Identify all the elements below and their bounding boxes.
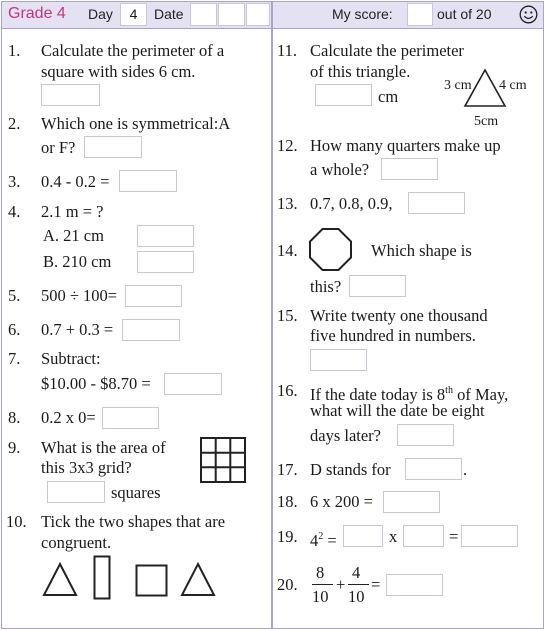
q20-numerator-2: 4 (352, 563, 361, 582)
q10-number: 10. (6, 512, 27, 531)
q5-answer-box[interactable] (125, 285, 182, 307)
q14-text-line1: Which shape is (371, 241, 472, 260)
q18-answer-box[interactable] (383, 491, 440, 513)
q12-answer-box[interactable] (381, 158, 438, 180)
q20-answer-box[interactable] (386, 574, 443, 596)
q11-unit: cm (378, 87, 399, 106)
q16-text-line1-post: of May, (452, 385, 509, 404)
q17-text-end: . (463, 460, 468, 479)
q7-number: 7. (8, 349, 21, 368)
q16-number: 16. (277, 381, 298, 400)
q1-answer-box[interactable] (41, 84, 100, 106)
q4-number: 4. (8, 202, 21, 221)
day-label: Day (88, 6, 113, 22)
q2-text-line1: Which one is symmetrical:A (41, 114, 231, 133)
score-out-of: out of 20 (437, 6, 492, 22)
q4-option-a: A. 21 cm (43, 226, 104, 245)
q19-equals: = (327, 531, 337, 550)
q14-number: 14. (277, 241, 298, 260)
q5-text: 500 ÷ 100= (41, 286, 118, 305)
q4-option-b: B. 210 cm (43, 252, 112, 271)
q9-text-line2: this 3x3 grid? (41, 458, 132, 477)
q8-text: 0.2 x 0= (41, 408, 96, 427)
date-field-year[interactable] (246, 3, 270, 26)
tall-rectangle-shape[interactable] (93, 555, 111, 600)
q20-fraction-bar-2 (348, 584, 369, 585)
q9-text-line1: What is the area of (41, 438, 166, 457)
q20-denominator-2: 10 (348, 587, 365, 606)
q13-text: 0.7, 0.8, 0.9, (310, 194, 393, 213)
q11-text-line2: of this triangle. (310, 62, 411, 81)
q20-number: 20. (277, 575, 298, 594)
q16-text-line3: days later? (310, 426, 382, 445)
q7-text-line2: $10.00 - $8.70 = (41, 374, 151, 393)
q4-option-a-box[interactable] (137, 225, 194, 247)
q9-number: 9. (8, 438, 21, 457)
q19-exponent: 2 (318, 531, 324, 542)
q6-number: 6. (8, 320, 21, 339)
q17-number: 17. (277, 460, 298, 479)
q16-text-superscript: th (445, 385, 453, 396)
q9-answer-box[interactable] (47, 481, 105, 503)
q10-text-line1: Tick the two shapes that are (41, 512, 226, 531)
q19-base: 4 (310, 531, 319, 550)
q8-answer-box[interactable] (102, 407, 159, 429)
q1-text-line1: Calculate the perimeter of a (41, 41, 225, 60)
q7-text-line1: Subtract: (41, 349, 101, 368)
q12-text-line2: a whole? (310, 160, 370, 179)
q20-denominator-1: 10 (312, 587, 329, 606)
q16-text-line2: what will the date be eight (310, 401, 485, 420)
date-field-month[interactable] (218, 3, 245, 26)
score-field[interactable] (407, 3, 433, 26)
q16-text-line1-pre: If the date today is 8 (310, 385, 446, 404)
triangle-side-bottom-label: 5cm (474, 114, 499, 129)
date-field-day[interactable] (190, 3, 217, 26)
triangle-shape-1[interactable] (42, 562, 78, 598)
q19-answer-box-3[interactable] (461, 525, 518, 547)
q6-text: 0.7 + 0.3 = (41, 320, 114, 339)
q13-number: 13. (277, 194, 298, 213)
three-by-three-grid-icon (200, 437, 246, 483)
q19-answer-box-1[interactable] (343, 525, 383, 547)
square-shape[interactable] (135, 564, 168, 597)
q3-text: 0.4 - 0.2 = (41, 172, 110, 191)
q15-text-line1: Write twenty one thousand (310, 306, 488, 325)
smiley-face-icon (519, 5, 538, 24)
q11-text-line1: Calculate the perimeter (310, 41, 464, 60)
q4-text: 2.1 m = ? (41, 202, 104, 221)
q1-text-line2: square with sides 6 cm. (41, 62, 196, 81)
q14-answer-box[interactable] (349, 275, 406, 297)
q19-times-sign: x (389, 527, 398, 546)
q9-unit: squares (111, 483, 161, 502)
q1-number: 1. (8, 41, 21, 60)
q20-fraction-bar-1 (312, 584, 333, 585)
q12-text-line1: How many quarters make up (310, 136, 501, 155)
date-label: Date (154, 6, 184, 22)
q3-number: 3. (8, 172, 21, 191)
q4-option-b-box[interactable] (137, 251, 194, 273)
q2-text-line2: or F? (41, 138, 76, 157)
q11-answer-box[interactable] (315, 84, 372, 106)
triangle-side-left-label: 3 cm (444, 78, 472, 93)
q7-answer-box[interactable] (164, 373, 222, 395)
q19-answer-box-2[interactable] (403, 525, 444, 547)
octagon-icon (308, 227, 353, 272)
q19-number: 19. (277, 527, 298, 546)
q20-equals-sign: = (371, 575, 381, 594)
q14-text-line2: this? (310, 277, 342, 296)
q10-text-line2: congruent. (41, 533, 112, 552)
triangle-side-right-label: 4 cm (499, 78, 527, 93)
column-divider (271, 1, 273, 629)
q11-number: 11. (277, 41, 298, 60)
score-label: My score: (332, 6, 393, 22)
q20-plus-sign: + (336, 575, 346, 594)
q15-answer-box[interactable] (310, 349, 367, 371)
q15-text-line2: five hundred in numbers. (310, 326, 476, 345)
q16-answer-box[interactable] (397, 424, 454, 446)
q18-text: 6 x 200 = (310, 492, 373, 511)
q17-text: D stands for (310, 460, 391, 479)
q20-numerator-1: 8 (316, 563, 325, 582)
q2-answer-box[interactable] (84, 136, 142, 158)
q5-number: 5. (8, 286, 21, 305)
grade-label: Grade 4 (8, 5, 66, 22)
q3-answer-box[interactable] (119, 170, 177, 192)
q13-answer-box[interactable] (408, 192, 465, 214)
q19-exponent-expression (310, 527, 337, 551)
q8-number: 8. (8, 408, 21, 427)
q19-equals-sign-2: = (449, 527, 459, 546)
q12-number: 12. (277, 136, 298, 155)
q6-answer-box[interactable] (122, 319, 180, 341)
q17-answer-box[interactable] (405, 458, 462, 480)
triangle-shape-2[interactable] (180, 562, 216, 598)
q15-number: 15. (277, 306, 298, 325)
day-number-field[interactable]: 4 (120, 3, 147, 26)
q2-number: 2. (8, 114, 21, 133)
q18-number: 18. (277, 492, 298, 511)
